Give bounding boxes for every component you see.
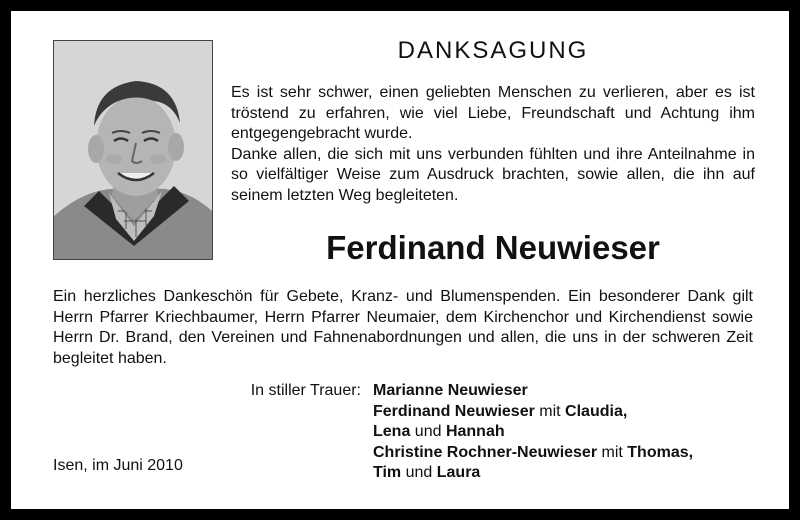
mourner-name: Christine Rochner-Neuwieser [373,443,598,461]
intro-paragraph-2: Danke allen, die sich mit uns verbunden fühlten und ihre Anteilnahme in so vielfältiger Weise zum Ausdruck brachten, sowie allen, die ihn auf seinem letzten Weg begleiteten. [231,145,755,204]
mourner-line [373,443,773,464]
mourner-conjunction: mit [534,402,566,420]
thanks-paragraph: Ein herzliches Dankeschön für Gebete, Kranz- und Blumenspenden. Ein besonderer Dank gilt Herrn Pfarrer Kriechbaumer, Herrn Pfarrer Neumaier, dem Kirchenchor und Kirchendienst sowie Herrn Dr. Brand, den Vereinen und Fahnenabordnungen und allen, die uns in der schweren Zeit begleitet haben. [53,288,753,367]
heading-danksagung: DANKSAGUNG [397,37,589,64]
mourner-conjunction: mit [597,443,628,461]
mourner-partner: Hannah [445,423,505,440]
mourner-name: Lena [373,423,411,440]
mourner-partner: Laura [436,464,481,481]
mourner-name: Marianne Neuwieser [373,382,528,399]
thanks-text [53,287,753,369]
mourner-line [373,422,773,443]
intro-paragraph-1: Es ist sehr schwer, einen geliebten Menschen zu verlieren, aber es ist tröstend zu erfahren, wie viel Liebe, Freundschaft und Achtung ihm entgegengebracht wurde. [231,84,755,142]
mourner-line [373,402,773,423]
mourner-conjunction: und [401,464,437,481]
mourner-name: Ferdinand Neuwieser [373,402,535,420]
mourner-conjunction: und [410,423,446,440]
obituary-card [11,11,789,509]
mourning-label: In stiller Trauer: [250,382,361,399]
place-date: Isen, im Juni 2010 [53,457,183,474]
mourner-line [373,381,773,402]
mourner-partner: Claudia, [565,402,628,420]
deceased-name: Ferdinand Neuwieser [326,229,660,266]
mourner-line [373,463,773,484]
mourner-partner: Thomas, [627,443,694,461]
mourner-name: Tim [373,464,402,481]
portrait-photo [53,40,213,260]
intro-text [231,83,755,206]
mourners-list [373,381,773,484]
